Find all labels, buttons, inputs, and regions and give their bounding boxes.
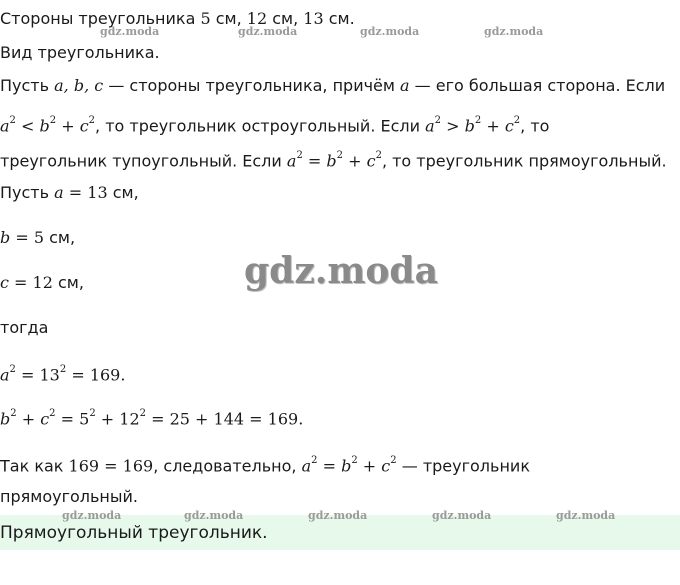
operator: + [357, 456, 382, 476]
text-line [0, 112, 549, 137]
text-line: тогда [0, 318, 49, 337]
num: 169 [122, 456, 154, 476]
punct: . [120, 365, 126, 385]
text-line [0, 272, 84, 294]
text: , то треугольник остроугольный. Если [95, 116, 426, 136]
operator: = [99, 456, 123, 476]
operator: + [16, 409, 41, 429]
punct: . [298, 409, 304, 429]
operator: > [441, 116, 465, 136]
exponent: 2 [513, 115, 521, 126]
num: 5 [33, 228, 45, 247]
text: Пусть [0, 183, 55, 202]
exponent: 2 [10, 408, 17, 419]
watermark: gdz.moda [556, 509, 616, 522]
operator: = [66, 365, 90, 385]
math: a [286, 151, 297, 171]
text: треугольник тупоугольный. Если [0, 151, 287, 171]
exponent: 2 [88, 115, 96, 126]
exponent: 2 [375, 150, 382, 161]
operator: < [15, 116, 40, 136]
watermark: gdz.moda [308, 509, 368, 522]
equation [0, 361, 125, 386]
exponent: 2 [434, 115, 442, 126]
num: 13 [303, 9, 324, 28]
operator: + [343, 151, 367, 171]
math: b [0, 228, 11, 247]
watermark: gdz.moda [484, 25, 544, 38]
operator: + [56, 116, 80, 136]
num: 169 [89, 365, 121, 385]
text: — его большая сторона. Если [409, 76, 666, 95]
math: a [0, 116, 10, 136]
math: c [0, 273, 9, 292]
operator: + [95, 409, 120, 429]
math: b [326, 151, 337, 171]
exponent: 2 [59, 364, 67, 375]
text: см, [107, 183, 139, 202]
math: a [0, 365, 10, 385]
answer-text: Прямоугольный треугольник. [0, 523, 268, 543]
text: — треугольник [396, 456, 530, 476]
exponent: 2 [336, 150, 344, 161]
text-line [0, 227, 75, 249]
text: , то треугольник прямоугольный. [381, 151, 667, 171]
text: Стороны треугольника [0, 9, 201, 28]
watermark: gdz.moda [432, 509, 492, 522]
text: Так как [0, 456, 69, 476]
text: см, [267, 9, 304, 28]
operator: = [302, 151, 327, 171]
num: 12 [32, 273, 53, 292]
exponent: 2 [49, 408, 56, 419]
math: a [425, 116, 435, 136]
watermark: gdz.moda [238, 25, 298, 38]
exponent: 2 [9, 364, 16, 375]
num: 5 [79, 409, 90, 429]
watermark: gdz.moda [184, 509, 244, 522]
exponent: 2 [89, 408, 96, 419]
operator: + [481, 116, 505, 136]
operator: = [8, 273, 33, 292]
exponent: 2 [139, 408, 146, 419]
operator: = [55, 409, 80, 429]
num: 5 [200, 9, 211, 28]
exponent: 2 [9, 115, 16, 126]
text-line [0, 452, 530, 477]
math: a, b, c [54, 76, 104, 95]
math: b [39, 116, 50, 136]
text-line [0, 147, 667, 172]
math: a [54, 183, 64, 202]
operator: = [15, 365, 40, 385]
num: 12 [119, 409, 140, 429]
num: 13 [39, 365, 60, 385]
text: см, [210, 9, 247, 28]
math: c [79, 116, 89, 136]
exponent: 2 [296, 150, 303, 161]
math: a [301, 456, 312, 476]
math: c [381, 456, 391, 476]
num: 25 [169, 409, 190, 429]
text-line [0, 182, 139, 204]
text: Пусть [0, 76, 55, 95]
operator: = [317, 456, 342, 476]
text: см, [52, 273, 84, 292]
math: c [504, 116, 514, 136]
exponent: 2 [390, 455, 397, 466]
problem-statement [0, 8, 355, 30]
math: a [400, 76, 410, 95]
exponent: 2 [49, 115, 57, 126]
num: 169 [68, 456, 100, 476]
operator: = [244, 409, 268, 429]
operator: = [146, 409, 170, 429]
math: b [0, 409, 11, 429]
section-heading: Вид треугольника. [0, 43, 160, 62]
text: см, [44, 228, 76, 247]
operator: = [10, 228, 34, 247]
operator: = [63, 183, 88, 202]
text: — стороны треугольника, причём [103, 76, 401, 95]
math: b [464, 116, 475, 136]
equation [0, 405, 303, 430]
exponent: 2 [311, 455, 318, 466]
num: 144 [213, 409, 245, 429]
math: b [341, 456, 352, 476]
text-line [0, 75, 665, 97]
watermark: gdz.moda [100, 25, 160, 38]
num: 169 [267, 409, 299, 429]
math: c [40, 409, 50, 429]
text-line: прямоугольный. [0, 487, 138, 506]
math: c [366, 151, 376, 171]
exponent: 2 [351, 455, 358, 466]
watermark: gdz.moda [360, 25, 420, 38]
text: , следовательно, [153, 456, 302, 476]
num: 12 [246, 9, 268, 28]
exponent: 2 [474, 115, 482, 126]
operator: + [189, 409, 214, 429]
text: , то [520, 116, 550, 136]
watermark-logo: gdz.moda [244, 250, 438, 292]
text: см. [323, 9, 355, 28]
watermark: gdz.moda [62, 509, 122, 522]
num: 13 [87, 183, 108, 202]
